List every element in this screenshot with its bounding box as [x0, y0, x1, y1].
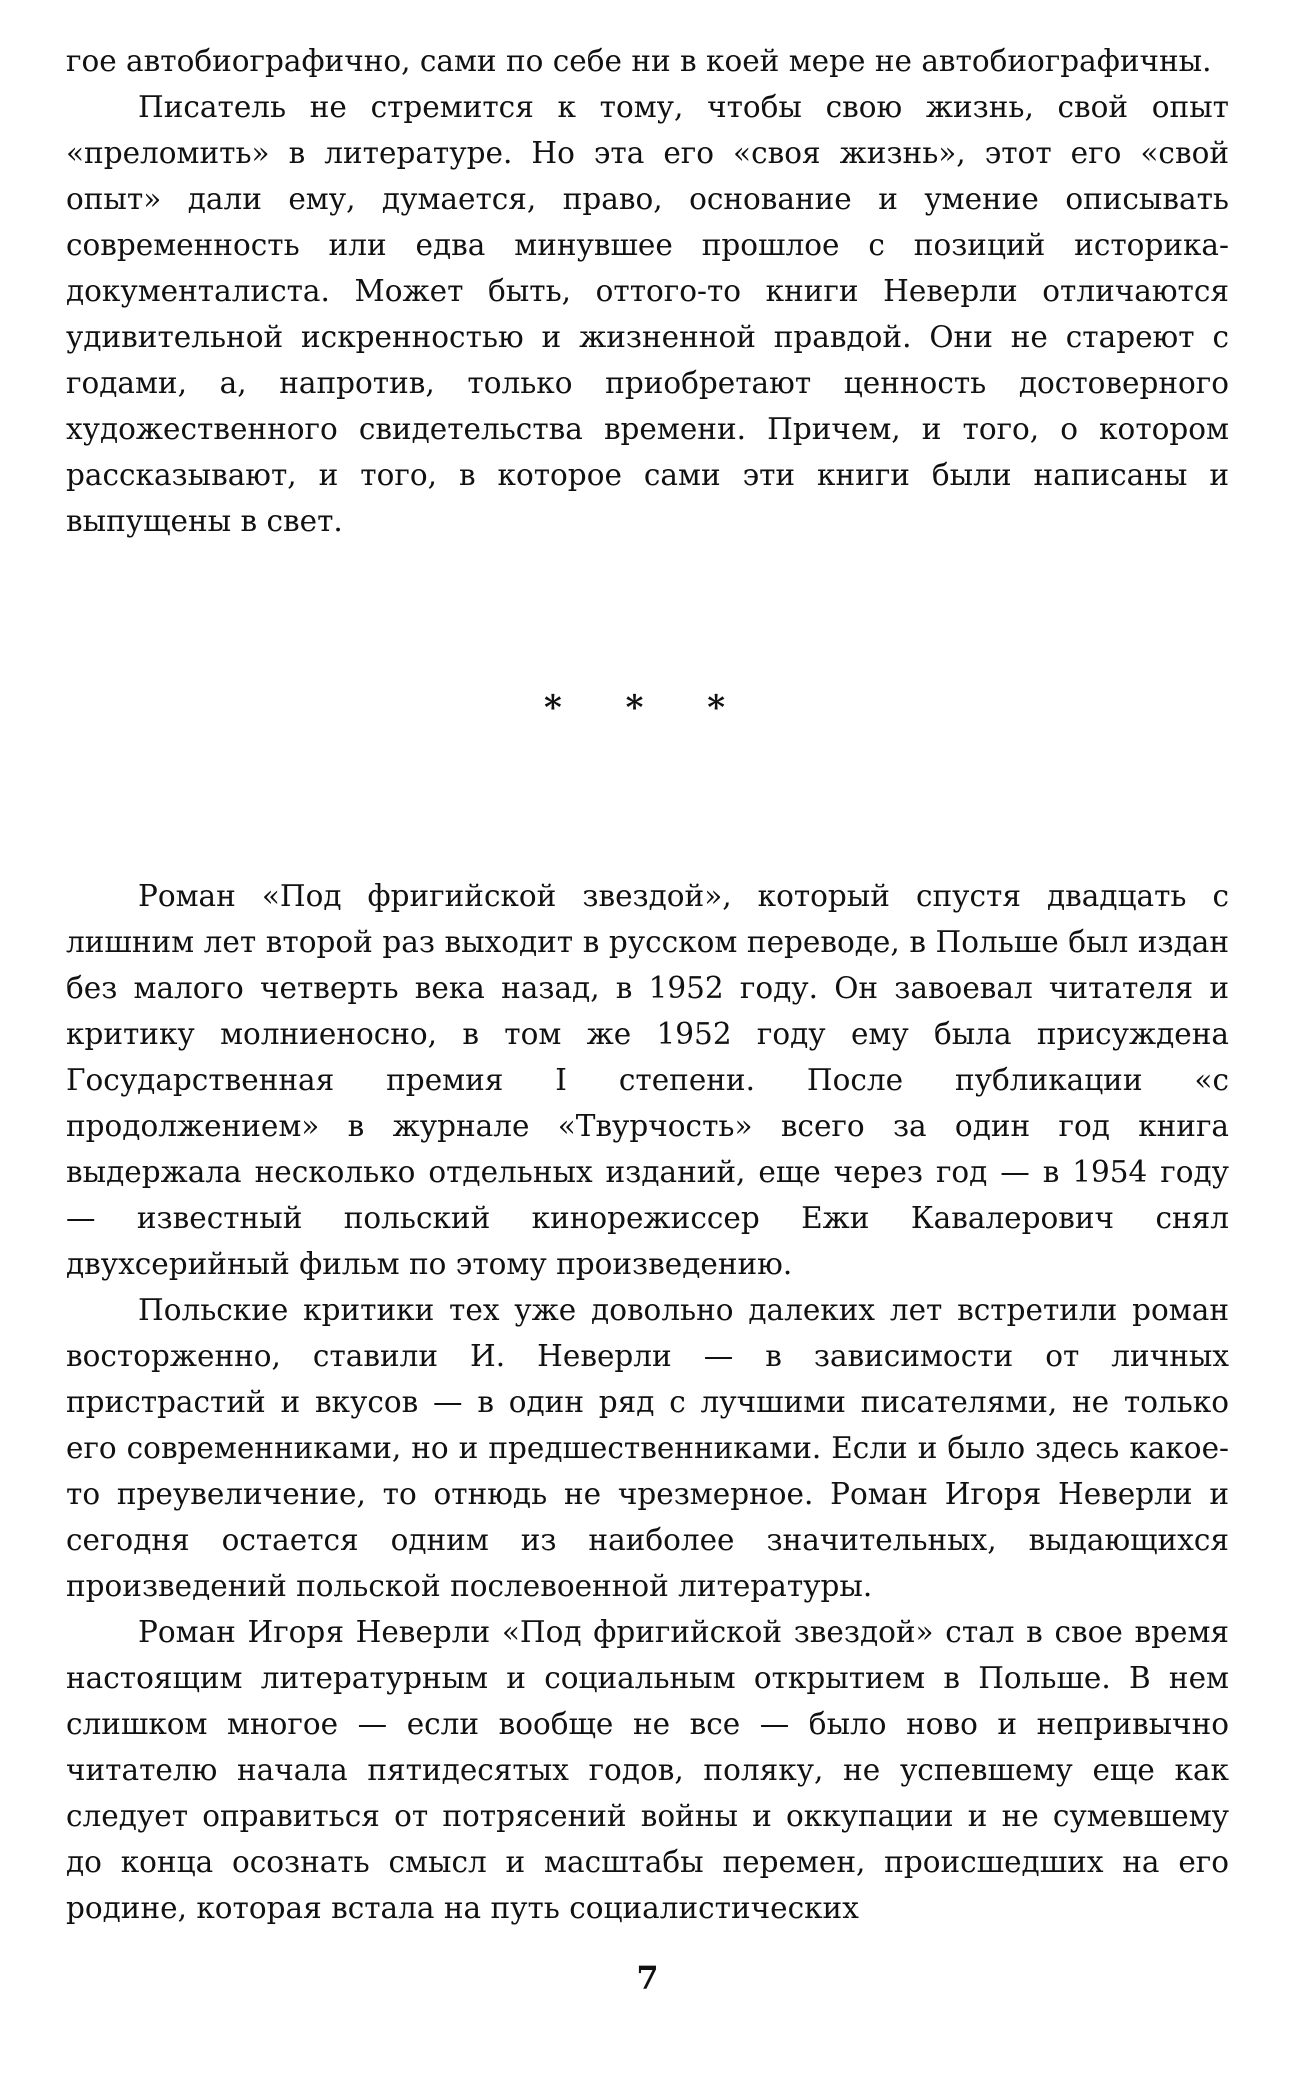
section-separator: * * * — [543, 688, 751, 728]
paragraph: Писатель не стремится к тому, чтобы свою жизнь, свой опыт «преломить» в литературе. Но эта его «своя жизнь», этот его «свой опыт» дали ему, думается, право, основание и умение описывать современность или едва минувшее прошлое с позиций историка-документалиста. Может быть, оттого-то книги Неверли отличаются удивительной искренностью и жизненной правдой. Они не стареют с годами, а, напротив, только приобретают ценность достоверного художественного свидетельства времени. Причем, и того, о котором рассказывают, и того, в которое сами эти книги были написаны и выпущены в свет. — [66, 90, 1229, 538]
paragraph: Роман Игоря Неверли «Под фригийской звездой» стал в свое время настоящим литературным и социальным открытием в Польше. В нем слишком многое — если вообще не все — было ново и непривычно читателю начала пятидесятых годов, поляку, не успевшему еще как следует оправиться от потрясений войны и оккупации и не сумевшему до конца осознать смысл и масштабы перемен, происшедших на его родине, которая встала на путь социалистических — [66, 1615, 1229, 1925]
paragraph: гое автобиографично, сами по себе ни в коей мере не автобиографичны. — [66, 44, 1212, 78]
paragraph: Польские критики тех уже довольно далеких лет встретили роман восторженно, ставили И. Неверли — в зависимости от личных пристрастий и вкусов — в один ряд с лучшими писателями, не только его современниками, но и предшественниками. Если и было здесь какое-то преувеличение, то отнюдь не чрезмерное. Роман Игоря Неверли и сегодня остается одним из наиболее значительных, выдающихся произведений польской послевоенной литературы. — [66, 1293, 1229, 1603]
text-section-bottom — [66, 873, 1229, 1931]
page-number: 7 — [636, 1959, 659, 1997]
text-section-top — [66, 38, 1229, 544]
paragraph: Роман «Под фригийской звездой», который спустя двадцать с лишним лет второй раз выходит в русском переводе, в Польше был издан без малого четверть века назад, в 1952 году. Он завоевал читателя и критику молниеносно, в том же 1952 году ему была присуждена Государственная премия I степени. После публикации «с продолжением» в журнале «Твурчость» всего за один год книга выдержала несколько отдельных изданий, еще через год — в 1954 году — известный польский кинорежиссер Ежи Кавалерович снял двухсерийный фильм по этому произведению. — [66, 879, 1229, 1281]
